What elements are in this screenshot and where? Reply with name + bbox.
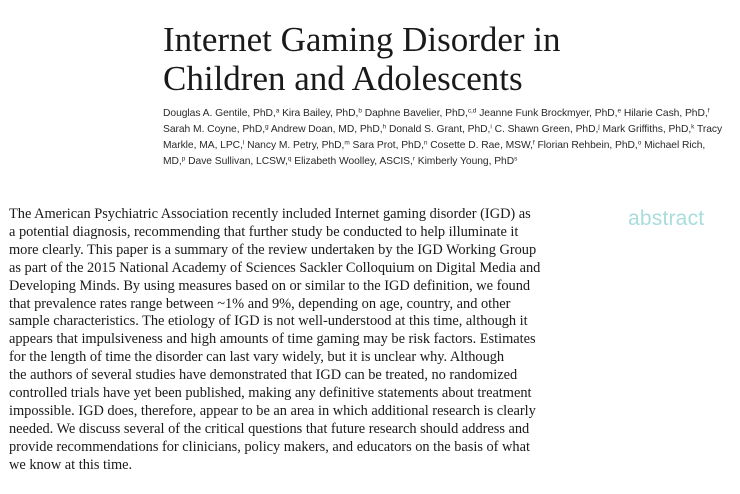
author-name: Mark Griffiths, PhD,: [602, 124, 692, 135]
author-name: Cosette D. Rae, MSW,: [430, 140, 533, 151]
paper-title: [163, 20, 723, 98]
author: [353, 140, 428, 151]
author-affiliation: f: [707, 107, 710, 115]
abstract-line: impossible. IGD does, therefore, appear to be an area in which additional research is clearly: [9, 402, 536, 419]
author: [537, 140, 641, 151]
author-affiliation: i: [490, 123, 492, 131]
author: [294, 156, 415, 167]
author-affiliation: h: [382, 123, 387, 131]
author-name: C. Shawn Green, PhD,: [494, 124, 599, 135]
author-name: Michael Rich, MD,: [163, 140, 706, 167]
author-affiliation: q: [287, 155, 292, 163]
author-name: Douglas A. Gentile, PhD,: [163, 108, 276, 119]
author-affiliation: p: [181, 155, 186, 163]
author-name: Jeanne Funk Brockmyer, PhD,: [479, 108, 618, 119]
author-name: Kira Bailey, PhD,: [282, 108, 359, 119]
abstract-line: Developing Minds. By using measures based on or similar to the IGD definition, we found: [9, 277, 531, 294]
author-affiliation: r: [412, 155, 415, 163]
author-list: [163, 106, 723, 170]
author-affiliation: f: [532, 139, 535, 147]
abstract-line: a potential diagnosis, recommending that further study be conducted to help illuminate it: [9, 223, 519, 240]
author-affiliation: l: [242, 139, 245, 147]
title-line-1: Internet Gaming Disorder in: [163, 20, 561, 59]
author: [430, 140, 534, 151]
author-name: Sara Prot, PhD,: [352, 140, 424, 151]
author-name: Sarah M. Coyne, PhD,: [163, 124, 266, 135]
author-affiliation: j: [598, 123, 600, 131]
author: [188, 156, 291, 167]
author-affiliation: b: [358, 107, 362, 115]
abstract-line: for the length of time the disorder can last vary widely, but it is unclear why. Although: [9, 349, 505, 366]
author: [282, 108, 362, 119]
author: [624, 108, 710, 119]
author-name: Elizabeth Woolley, ASCIS,: [294, 156, 413, 167]
abstract-line: that prevalence rates range between ~1% and 9%, depending on age, country, and other: [9, 295, 511, 312]
author-name: Kimberly Young, PhD: [417, 156, 515, 167]
author: [365, 108, 477, 119]
author-affiliation: k: [691, 123, 695, 131]
author-name: Hilarie Cash, PhD,: [623, 108, 708, 119]
author: [163, 108, 279, 119]
title-line-2: Children and Adolescents: [163, 59, 523, 98]
abstract-line: sample characteristics. The etiology of IGD is not well-understood at this time, although it: [9, 313, 528, 330]
author: [603, 124, 695, 135]
author-name: Donald S. Grant, PhD,: [388, 124, 491, 135]
author-affiliation: c,d: [467, 107, 477, 115]
author-affiliation: n: [423, 139, 428, 147]
author-affiliation: s: [514, 155, 518, 163]
author-name: Andrew Doan, MD, PhD,: [270, 124, 383, 135]
author: [163, 124, 269, 135]
author: [247, 140, 350, 151]
author: [479, 108, 621, 119]
author-affiliation: m: [344, 139, 350, 147]
author: [271, 124, 386, 135]
author-name: Florian Rehbein, PhD,: [537, 140, 638, 151]
abstract-text: [9, 206, 614, 475]
abstract-line: appears that impulsiveness and high amounts of time gaming may be risk factors. Estimates: [9, 331, 536, 348]
abstract-line: we know at this time.: [9, 456, 133, 473]
author: [389, 124, 492, 135]
author-name: Dave Sullivan, LCSW,: [188, 156, 288, 167]
abstract-line: provide recommendations for clinicians, policy makers, and educators on the basis of what: [9, 438, 530, 455]
author: [418, 156, 518, 167]
abstract-line: more clearly. This paper is a summary of the review undertaken by the IGD Working Group: [9, 241, 537, 258]
author-affiliation: g: [265, 123, 269, 131]
author-name: Daphne Bavelier, PhD,: [364, 108, 468, 119]
author-affiliation: a: [275, 107, 280, 115]
abstract-line: needed. We discuss several of the critical questions that future research should address and: [9, 420, 530, 437]
author-affiliation: o: [637, 139, 642, 147]
abstract-line: The American Psychiatric Association recently included Internet gaming disorder (IGD) as: [9, 206, 531, 222]
abstract-label: abstract: [628, 207, 705, 230]
abstract-line: controlled trials have yet been published, making any definitive statements about treatment: [9, 385, 532, 402]
abstract-line: the authors of several studies have demonstrated that IGD can be treated, no randomized: [9, 367, 518, 384]
author: [495, 124, 600, 135]
author-affiliation: e: [617, 107, 622, 115]
author-name: Nancy M. Petry, PhD,: [247, 140, 345, 151]
author-name: Tracy Markle, MA, LPC,: [163, 124, 723, 151]
abstract-line: as part of the 2015 National Academy of Sciences Sackler Colloquium on Digital Media and: [9, 259, 541, 276]
